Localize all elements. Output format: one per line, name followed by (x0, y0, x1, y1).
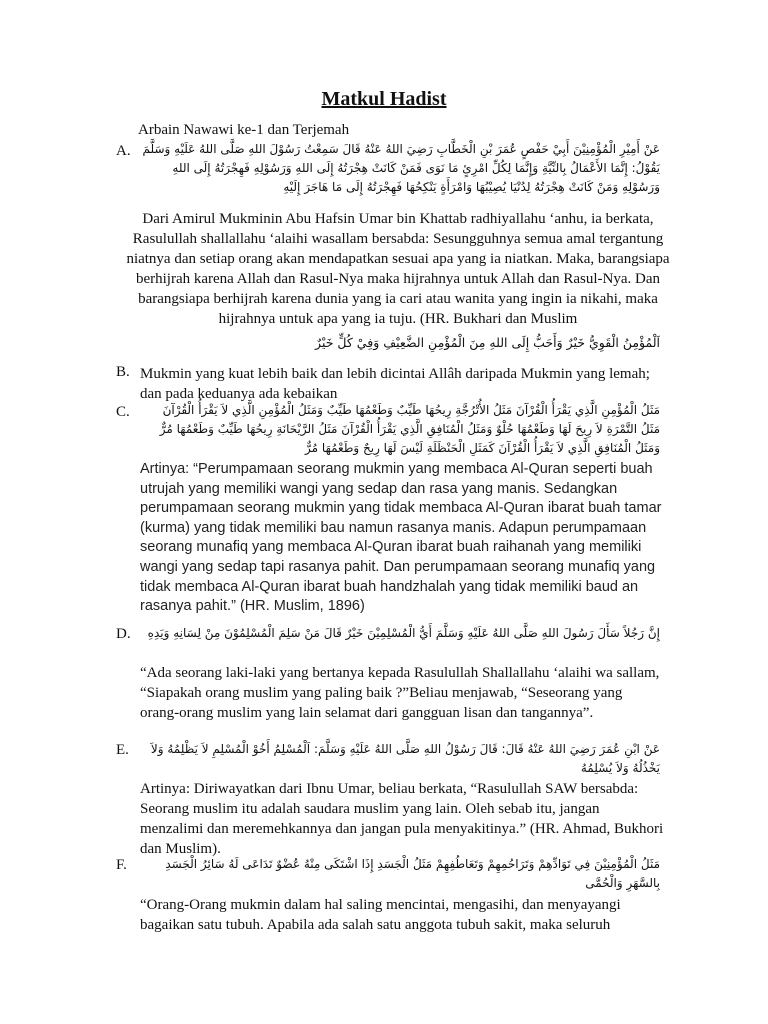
translation-a: Dari Amirul Mukminin Abu Hafsin Umar bin Khattab radhiyallahu ‘anhu, ia berkata, Rasulullah shallallahu ‘alaihi wasallam bersabda: Sesungguhnya semua amal tergantung niatnya dan setiap orang akan mendapatkan sesuai apa yang ia niatkan. Maka, barangsiapa berhijrah karena Allah dan Rasul-Nya maka hijrahnya untuk Allah dan Rasul-Nya. Dan barangsiapa berhijrah karena dunia yang ia cari atau wanita yang ingin ia nikahi, maka hijrahnya untuk apa yang ia tuju. (HR. Bukhari dan Muslim (126, 211, 670, 327)
arabic-text-f: مَثَلُ الْمُؤْمِنِيْنَ فِي تَوَادِّهِمْ وَتَرَاحُمِهِمْ وَتَعَاطُفِهِمْ مَثَلُ الْجَسَدِ إِذَا اشْتَكَى مِنْهُ عُضْوٌ تَدَاعَى لَهُ سَائِرُ الْجَسَدِ بِالسَّهَرِ وَالْحُمَّى (165, 857, 660, 890)
item-marker-f: F. (116, 857, 127, 873)
subtitle: Arbain Nawawi ke-1 dan Terjemah (138, 122, 350, 138)
item-marker-b: B. (116, 364, 130, 380)
arabic-text-e: عَنْ ابْنِ عُمَرَ رَضِيَ اللهُ عَنْهُ قَالَ: قَالَ رَسُوْلُ اللهِ صَلَّى اللهُ عَلَيْهِ وَسَلَّمَ: اَلْمُسْلِمُ أَخُوْ الْمُسْلِمِ لاَ يَظْلِمُهُ وَلاَ يَخْذُلُهُ وَلاَ يُسْلِمُهُ (150, 742, 660, 775)
arabic-text-a: عَنْ أَمِيْرِ الْمُؤْمِنِيْنَ أَبِيْ حَفْصٍ عُمَرَ بْنِ الْخَطَّابِ رَضِيَ اللهُ عَنْهُ قَالَ سَمِعْتُ رَسُوْلَ اللهِ صَلَّى اللهُ عَلَيْهِ وَسَلَّمَ يَقُوْلُ: إِنَّمَا الأَعْمَالُ بِالنِّيَّةِ وَإِنَّمَا لِكُلِّ امْرِئٍ مَا نَوَى فَمَنْ كَانَتْ هِجْرَتُهُ إِلَى اللهِ وَرَسُوْلِهِ فَهِجْرَتُهُ إِلَى اللهِ وَرَسُوْلِهِ وَمَنْ كَانَتْ هِجْرَتُهُ لِدُنْيَا يُصِيْبُهَا وَامْرَأَةٍ يَنْكِحُهَا فَهِجْرَتُهُ إِلَى مَا هَاجَرَ إِلَيْهِ (142, 142, 660, 194)
item-marker-e: E. (116, 742, 129, 758)
page-title: Matkul Hadist (321, 88, 447, 110)
arabic-text-b: اَلْمُؤْمِنُ الْقَوِيُّ خَيْرٌ وَأَحَبُّ إِلَى اللهِ مِنَ الْمُؤْمِنِ الضَّعِيْفِ وَفِيْ كُلٍّ خَيْرٌ (315, 335, 660, 350)
translation-e: Artinya: Diriwayatkan dari Ibnu Umar, beliau berkata, “Rasulullah SAW bersabda: Seorang muslim itu adalah saudara muslim yang lain. Oleh sebab itu, jangan menzalimi dan meremehkannya dan jangan pula menyakitinya.” (HR. Ahmad, Bukhori dan Muslim). (140, 781, 664, 857)
arabic-text-c: مَثَلُ الْمُؤْمِنِ الَّذِي يَقْرَأُ الْقُرْآنَ مَثَلُ الأُتْرُجَّةِ رِيحُهَا طَيِّبٌ وَطَعْمُهَا طَيِّبٌ وَمَثَلُ الْمُؤْمِنِ الَّذِي لاَ يَقْرَأُ الْقُرْآنَ مَثَلُ التَّمْرَةِ لاَ رِيحَ لَهَا وَطَعْمُهَا حُلْوٌ وَمَثَلُ الْمُنَافِقِ الَّذِي يَقْرَأُ الْقُرْآنَ مَثَلُ الرَّيْحَانَةِ رِيحُهَا طَيِّبٌ وَطَعْمُهَا مُرٌّ وَمَثَلُ الْمُنَافِقِ الَّذِي لاَ يَقْرَأُ الْقُرْآنَ كَمَثَلِ الْحَنْظَلَةِ لَيْسَ لَهَا رِيحٌ وَطَعْمُهَا مُرٌّ (159, 403, 660, 455)
translation-f: “Orang-Orang mukmin dalam hal saling mencintai, mengasihi, dan menyayangi bagaikan satu tubuh. Apabila ada salah satu anggota tubuh sakit, maka seluruh (140, 897, 621, 933)
translation-b: Mukmin yang kuat lebih baik dan lebih dicintai Allâh daripada Mukmin yang lemah; dan pada keduanya ada kebaikan (140, 366, 650, 402)
item-marker-c: C. (116, 404, 130, 420)
item-marker-a: A. (116, 143, 131, 159)
item-marker-d: D. (116, 626, 131, 642)
translation-d: “Ada seorang laki-laki yang bertanya kepada Rasulullah Shallallahu ‘alaihi wa sallam, “Siapakah orang muslim yang paling baik ?”Beliau menjawab, “Seseorang yang orang-orang muslim yang lain selamat dari gangguan lisan dan tangannya”. (140, 665, 660, 721)
translation-c: Artinya: “Perumpamaan seorang mukmin yang membaca Al-Quran seperti buah utrujah yang memiliki wangi yang sedap dan rasa yang manis. Sedangkan perumpamaan seorang mukmin yang tidak membaca Al-Quran ibarat buah tamar (kurma) yang tidak memiliki bau namun rasanya manis. Adapun perumpamaan seorang munafiq yang membaca Al-Quran ibarat buah raihanah yang memiliki wangi yang sedap tapi rasanya pahit. Dan perumpamaan seorang munafiq yang tidak membaca Al-Quran ibarat buah handzhalah yang tidak memiliki baud an rasanya pahit.” (HR. Muslim, 1896) (140, 461, 662, 615)
arabic-text-d: إِنَّ رَجُلاً سَأَلَ رَسُولَ اللهِ صَلَّى اللهُ عَلَيْهِ وَسَلَّمَ أَيُّ الْمُسْلِمِيْنَ خَيْرٌ قَالَ مَنْ سَلِمَ الْمُسْلِمُوْنَ مِنْ لِسَانِهِ وَيَدِهِ (147, 626, 660, 640)
